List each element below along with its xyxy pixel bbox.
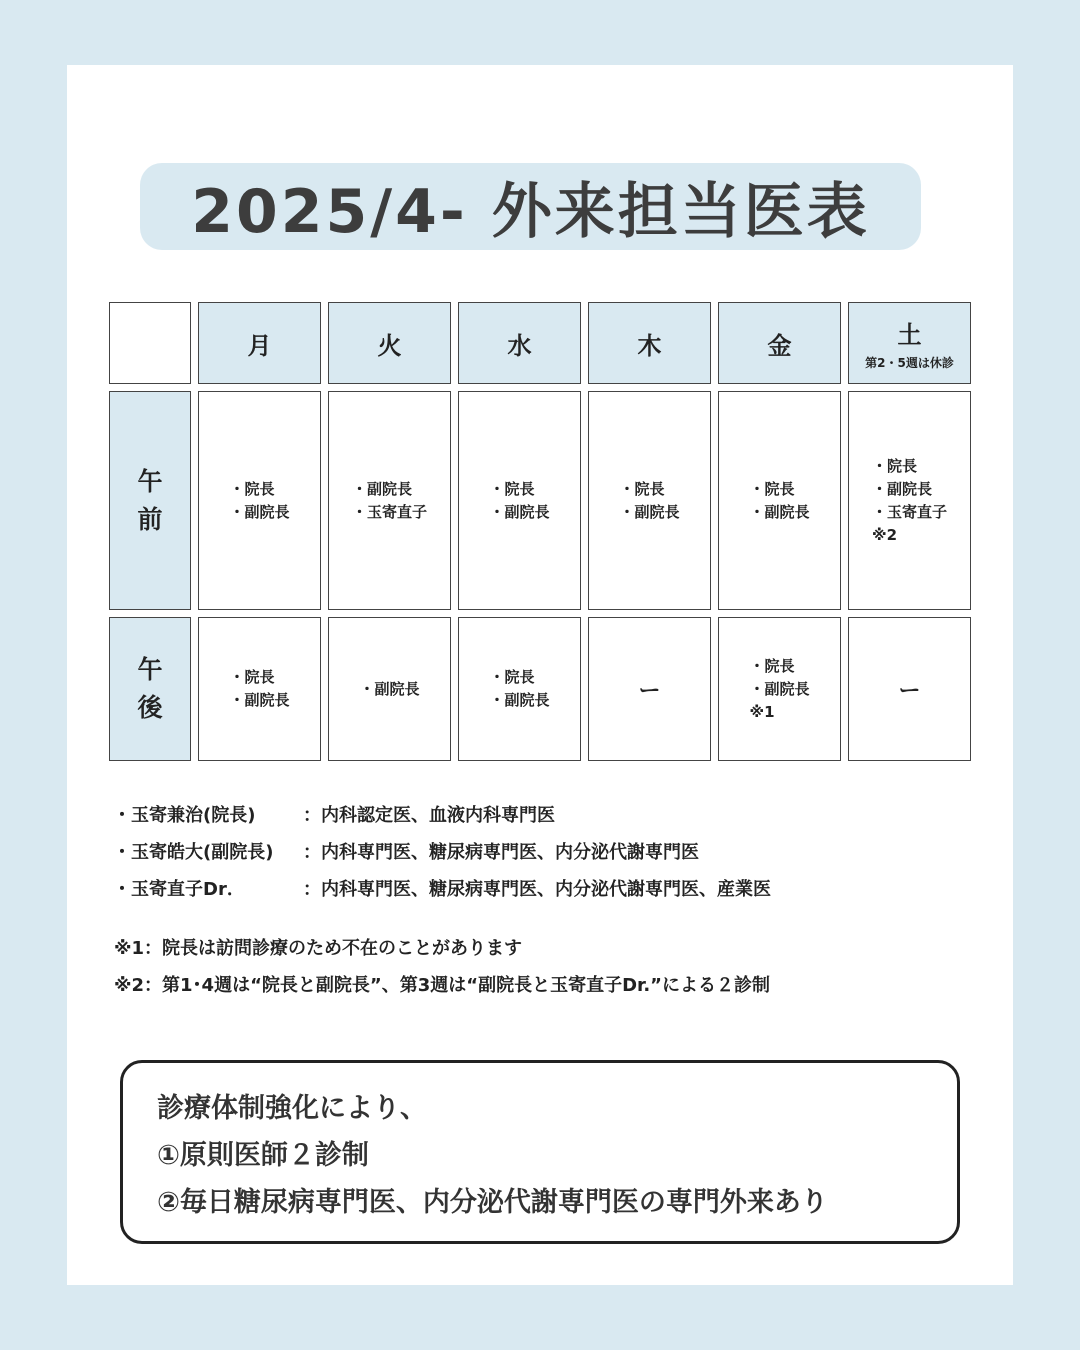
doctor-list	[749, 478, 809, 524]
doctor-entry: ・院長	[871, 456, 917, 475]
schedule-cell	[198, 391, 321, 610]
doctor-entry: ・副院長	[489, 502, 550, 521]
schedule-cell	[848, 391, 971, 610]
doctor-entry: ・玉寄直子	[351, 502, 427, 521]
doctor-list	[749, 655, 809, 724]
period-label: 午	[137, 655, 163, 684]
doctor-entry: ・院長	[229, 668, 275, 686]
period-label: 後	[137, 693, 163, 722]
no-clinic-dash: ー	[898, 678, 921, 704]
doctor-entry: ・院長	[229, 479, 275, 498]
day-header	[588, 302, 711, 384]
day-header	[848, 302, 971, 384]
day-name: 月	[247, 331, 272, 360]
announcement-line: ②毎日糖尿病専門医、内分泌代謝専門医の専門外来あり	[157, 1187, 828, 1218]
day-header	[198, 302, 321, 384]
doctor-entry: ・玉寄直子	[871, 502, 947, 521]
doctor-list	[872, 455, 947, 547]
doctor-entry: ※1	[749, 702, 775, 721]
doctor-entry: ・副院長	[229, 691, 290, 709]
profile-desc: ：内科専門医、糖尿病専門医、内分泌代謝専門医	[303, 842, 699, 863]
doctor-entry: ・院長	[749, 656, 795, 675]
profile-name: ・玉寄直子Dr．	[113, 879, 245, 900]
doctor-entry: ・副院長	[871, 479, 932, 498]
schedule-cell	[718, 617, 841, 761]
announcement-line: ①原則医師２診制	[157, 1140, 369, 1171]
period-label: 前	[137, 504, 163, 534]
doctor-profiles	[113, 797, 771, 908]
day-name: 木	[637, 331, 662, 360]
schedule-cell	[588, 391, 711, 610]
schedule-cell	[328, 617, 451, 761]
schedule-cell	[458, 391, 581, 610]
schedule-cell	[718, 391, 841, 610]
profile-row	[113, 797, 771, 834]
footnote-1: ※1：院長は訪問診療のため不在のことがあります	[114, 938, 523, 959]
announcement-line: 診療体制強化により、	[157, 1093, 427, 1124]
day-name: 水	[507, 331, 532, 360]
no-clinic-dash: ー	[638, 678, 661, 704]
day-header	[328, 302, 451, 384]
table-corner	[109, 302, 191, 384]
doctor-list	[489, 666, 549, 712]
day-note: 第2・5週は休診	[865, 356, 954, 370]
doctor-entry: ・院長	[489, 479, 535, 498]
profile-row	[113, 834, 771, 871]
doctor-entry: ・副院長	[359, 679, 420, 698]
period-header	[109, 617, 191, 761]
profile-row	[113, 871, 771, 908]
doctor-entry: ・副院長	[749, 502, 810, 521]
profile-desc: ：内科認定医、血液内科専門医	[303, 805, 555, 826]
day-name: 金	[767, 331, 792, 360]
doctor-list	[489, 478, 549, 524]
period-label: 午	[137, 466, 163, 496]
schedule-cell	[198, 617, 321, 761]
schedule-cell	[328, 391, 451, 610]
doctor-list	[619, 478, 679, 524]
schedule-cell	[458, 617, 581, 761]
doctor-entry: ・副院長	[351, 479, 412, 498]
doctor-entry: ※2	[871, 525, 898, 544]
doctor-entry: ・副院長	[619, 502, 680, 521]
page-title: 2025/4- 外来担当医表	[140, 163, 921, 250]
doctor-entry: ・院長	[619, 479, 665, 498]
footnotes	[114, 930, 770, 1004]
doctor-entry: ・副院長	[749, 679, 810, 698]
period-header	[109, 391, 191, 610]
schedule-cell	[588, 617, 711, 761]
doctor-entry: ・副院長	[229, 502, 290, 521]
doctor-list	[229, 666, 289, 712]
schedule-cell	[848, 617, 971, 761]
announcement-box	[120, 1060, 960, 1244]
doctor-entry: ・院長	[749, 479, 795, 498]
profile-name: ・玉寄兼治(院長)	[113, 805, 256, 826]
doctor-list	[229, 478, 289, 524]
day-name: 土	[897, 321, 922, 349]
day-header	[718, 302, 841, 384]
doctor-list	[352, 478, 427, 524]
doctor-entry: ・院長	[489, 668, 535, 686]
doctor-entry: ・副院長	[489, 691, 550, 709]
profile-desc: ：内科専門医、糖尿病専門医、内分泌代謝専門医、産業医	[303, 879, 771, 900]
day-name: 火	[377, 331, 402, 360]
doctor-list	[359, 678, 419, 701]
day-header	[458, 302, 581, 384]
profile-name: ・玉寄皓大(副院長)	[113, 842, 274, 863]
footnote-2: ※2：第1･4週は“院長と副院長”、第3週は“副院長と玉寄直子Dr.”による２診制	[114, 975, 771, 996]
